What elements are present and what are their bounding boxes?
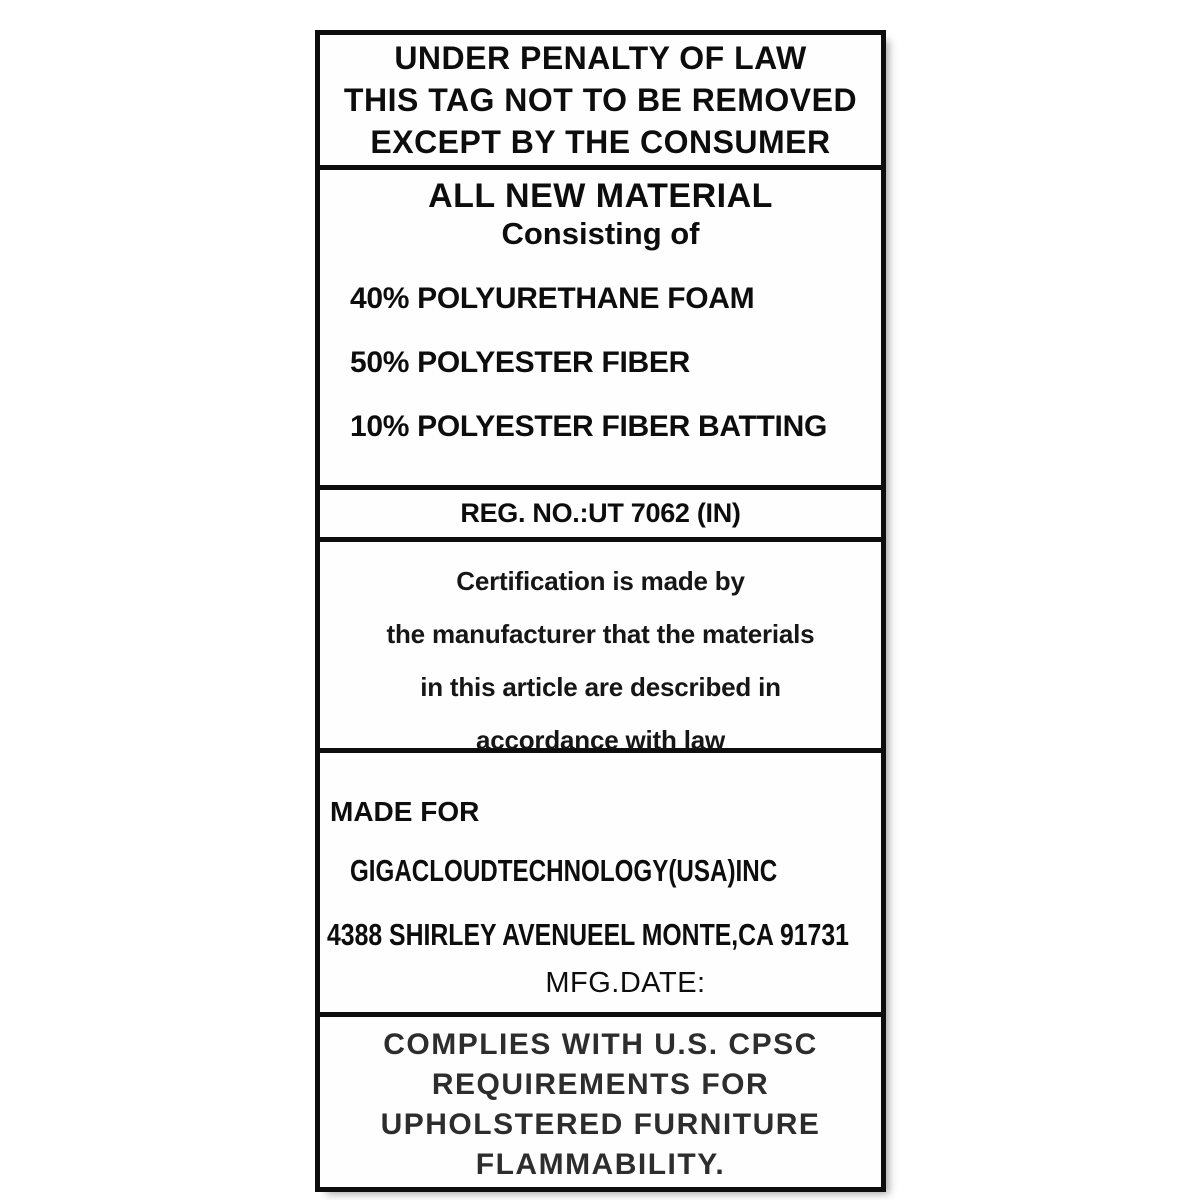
penalty-line-2: THIS TAG NOT TO BE REMOVED — [343, 82, 858, 118]
certification-line-3: in this article are described in — [420, 672, 781, 702]
penalty-header-section — [320, 35, 881, 170]
material-section — [320, 170, 881, 490]
compliance-line-3: UPHOLSTERED FURNITURE — [380, 1108, 821, 1141]
material-subtitle: Consisting of — [501, 216, 700, 251]
penalty-line-1: UNDER PENALTY OF LAW — [394, 40, 807, 76]
compliance-line-2: REQUIREMENTS FOR — [431, 1068, 770, 1101]
made-for-label: MADE FOR — [330, 796, 480, 827]
compliance-line-4: FLAMMABILITY. — [475, 1148, 726, 1181]
certification-line-4: accordance with law — [475, 725, 726, 755]
penalty-line-3: EXCEPT BY THE CONSUMER — [370, 124, 831, 160]
material-content-item: 40% POLYURETHANE FOAM — [350, 282, 755, 315]
registration-number: REG. NO.:UT 7062 (IN) — [460, 498, 741, 528]
registration-section — [320, 490, 881, 542]
company-name: GIGACLOUDTECHNOLOGY(USA)INC — [350, 853, 778, 888]
law-label — [315, 30, 886, 1192]
made-for-section — [320, 753, 881, 1017]
mfg-date-label: MFG.DATE: — [545, 967, 706, 999]
certification-section — [320, 542, 881, 753]
material-content-list — [320, 284, 881, 442]
company-address: 4388 SHIRLEY AVENUEEL MONTE,CA 91731 — [327, 917, 849, 952]
material-content-item: 10% POLYESTER FIBER BATTING — [350, 410, 827, 443]
material-title: ALL NEW MATERIAL — [428, 177, 773, 215]
compliance-line-1: COMPLIES WITH U.S. CPSC — [383, 1028, 818, 1061]
certification-line-2: the manufacturer that the materials — [386, 619, 815, 649]
material-content-item: 50% POLYESTER FIBER — [350, 346, 690, 379]
compliance-section — [320, 1017, 881, 1187]
certification-line-1: Certification is made by — [456, 566, 745, 596]
